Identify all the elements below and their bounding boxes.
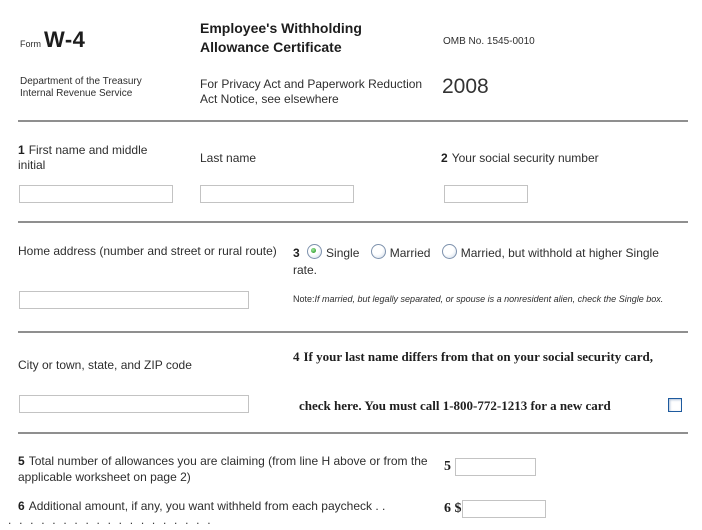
tax-year: 2008: [442, 75, 489, 98]
radio-single-label: Single: [326, 246, 360, 260]
line1-number: 1: [18, 143, 25, 157]
last-name-input[interactable]: [200, 185, 354, 203]
line6-label-text: Additional amount, if any, you want withheld from each paycheck . .: [28, 499, 386, 513]
agency-line1: Department of the Treasury: [20, 76, 142, 87]
first-name-input[interactable]: [19, 185, 173, 203]
divider-city: [18, 432, 688, 434]
line5-description: [18, 453, 450, 485]
home-address-input[interactable]: [19, 291, 249, 309]
radio-option-single[interactable]: [307, 246, 359, 260]
form-title: Employee's Withholding Allowance Certificate: [200, 20, 362, 55]
radio-option-married[interactable]: [371, 246, 431, 260]
line3-note: [293, 294, 681, 305]
radio-married-higher-icon[interactable]: [442, 244, 457, 259]
city-input[interactable]: [19, 395, 249, 413]
first-name-label: [18, 143, 166, 173]
line2-number: 2: [441, 151, 448, 165]
line1-label-text: First name and middle initial: [18, 143, 148, 172]
note-text: If married, but legally separated, or spouse is a nonresident alien, check the Single box.: [314, 294, 664, 304]
line6-marker: 6 $: [444, 501, 462, 516]
privacy-notice: For Privacy Act and Paperwork Reduction Act Notice, see elsewhere: [200, 77, 423, 106]
line3-number: 3: [293, 246, 300, 260]
line5-label-text: Total number of allowances you are claiming (from line H above or from the applicable worksheet on page 2): [18, 454, 428, 484]
ssn-label: [441, 151, 599, 166]
note-prefix: Note:: [293, 294, 315, 304]
line5-number: 5: [18, 454, 25, 468]
line5-input[interactable]: [455, 458, 536, 476]
ssn-input[interactable]: [444, 185, 528, 203]
line4-part1-text: If your last name differs from that on your social security card,: [303, 349, 654, 364]
form-number-label: W-4: [44, 27, 86, 52]
line6-number: 6: [18, 499, 25, 513]
radio-married-icon[interactable]: [371, 244, 386, 259]
line2-label-text: Your social security number: [451, 151, 599, 165]
radio-married-higher-label: Married, but withhold at higher Single rate.: [293, 246, 659, 277]
divider-header: [18, 120, 688, 122]
last-name-label: Last name: [200, 151, 257, 165]
line6-description: [18, 498, 458, 514]
form-word-label: Form: [20, 39, 41, 49]
radio-single-icon[interactable]: [307, 244, 322, 259]
line6-input[interactable]: [462, 500, 546, 518]
divider-address: [18, 331, 688, 333]
form-id: [20, 27, 85, 53]
radio-married-label: Married: [389, 246, 431, 260]
home-address-label: Home address (number and street or rural route): [18, 244, 277, 258]
divider-row1: [18, 221, 688, 223]
line4-text-part2: check here. You must call 1-800-772-1213 for a new card: [299, 398, 611, 413]
omb-number: OMB No. 1545-0010: [443, 36, 535, 47]
line6-dot-leaders: . . . . . . . . . . . . . . . . . . .: [8, 513, 213, 527]
agency-line2: Internal Revenue Service: [20, 88, 133, 99]
line4-number: 4: [293, 349, 300, 364]
line4-checkbox[interactable]: [668, 398, 682, 412]
city-label: City or town, state, and ZIP code: [18, 358, 192, 372]
line4-text-part1: [293, 349, 673, 365]
agency-block: [20, 76, 142, 100]
marital-status-group: [293, 244, 693, 279]
line5-marker: 5: [444, 459, 451, 474]
